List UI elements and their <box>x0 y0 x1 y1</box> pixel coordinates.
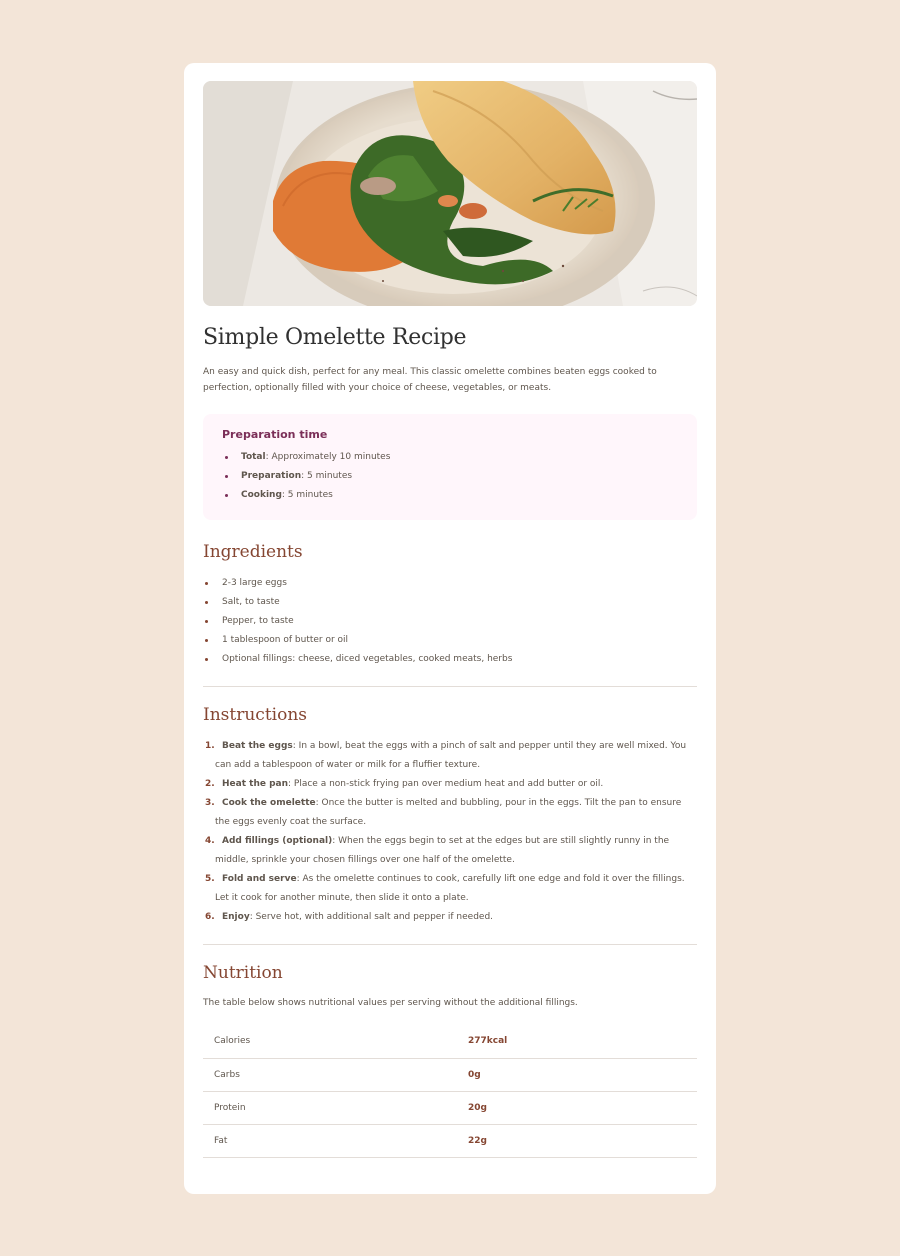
instructions-heading: Instructions <box>203 705 307 725</box>
step-text: : When the eggs begin to set at the edges but are still slightly runny in the middle, sprinkle your chosen fillings over one half of the omelette. <box>215 836 670 865</box>
prep-label: Preparation <box>241 471 302 481</box>
list-item <box>222 467 678 486</box>
list-item <box>222 448 678 467</box>
step-number: 4. <box>205 836 215 846</box>
step-title: Fold and serve <box>222 874 297 884</box>
page-title: Simple Omelette Recipe <box>203 325 467 350</box>
preparation-list <box>222 448 678 505</box>
nutrition-heading: Nutrition <box>203 963 283 983</box>
nutrient-value: 277kcal <box>468 1025 697 1058</box>
recipe-intro: An easy and quick dish, perfect for any meal. This classic omelette combines beaten eggs cooked to perfection, optionally filled with your choice of cheese, vegetables, or meats. <box>203 367 657 393</box>
step-number: 6. <box>205 912 215 922</box>
prep-label: Total <box>241 452 266 462</box>
nutrient-label: Protein <box>203 1091 468 1124</box>
ingredients-list <box>203 574 697 669</box>
step-number: 3. <box>205 798 215 808</box>
instructions-list <box>203 737 697 927</box>
nutrition-section <box>203 963 697 1158</box>
step-text: : Place a non-stick frying pan over medium heat and add butter or oil. <box>288 779 604 789</box>
nutrition-description: The table below shows nutritional values per serving without the additional fillings. <box>203 998 578 1008</box>
nutrient-label: Fat <box>203 1124 468 1157</box>
divider <box>203 944 697 945</box>
list-item <box>203 870 697 908</box>
list-item <box>203 775 697 794</box>
instructions-section <box>203 705 697 927</box>
recipe-card <box>184 63 716 1194</box>
step-title: Beat the eggs <box>222 741 293 751</box>
preparation-heading: Preparation time <box>222 428 328 441</box>
table-row <box>203 1124 697 1157</box>
table-row <box>203 1025 697 1058</box>
table-row <box>203 1058 697 1091</box>
nutrient-value: 0g <box>468 1058 697 1091</box>
table-row <box>203 1091 697 1124</box>
step-title: Enjoy <box>222 912 250 922</box>
list-item <box>203 737 697 775</box>
list-item <box>203 908 697 927</box>
step-number: 2. <box>205 779 215 789</box>
prep-value: : 5 minutes <box>281 490 333 500</box>
list-item <box>203 794 697 832</box>
list-item: 1 tablespoon of butter or oil <box>203 631 697 650</box>
nutrient-value: 20g <box>468 1091 697 1124</box>
list-item: 2-3 large eggs <box>203 574 697 593</box>
step-text: : In a bowl, beat the eggs with a pinch of salt and pepper until they are well mixed. You can add a tablespoon of water or milk for a fluffier texture. <box>215 741 687 770</box>
list-item <box>222 486 678 505</box>
nutrient-label: Carbs <box>203 1058 468 1091</box>
step-text: : As the omelette continues to cook, carefully lift one edge and fold it over the fillings. Let it cook for another minute, then slide it onto a plate. <box>215 874 685 903</box>
ingredients-section <box>203 542 697 669</box>
step-number: 5. <box>205 874 215 884</box>
preparation-time-box <box>203 414 697 520</box>
step-number: 1. <box>205 741 215 751</box>
ingredients-heading: Ingredients <box>203 542 303 562</box>
prep-value: : 5 minutes <box>301 471 353 481</box>
nutrient-label: Calories <box>203 1025 468 1058</box>
nutrient-value: 22g <box>468 1124 697 1157</box>
prep-label: Cooking <box>241 490 282 500</box>
omelette-photo-icon <box>203 81 697 306</box>
list-item: Optional fillings: cheese, diced vegetables, cooked meats, herbs <box>203 650 697 669</box>
divider <box>203 686 697 687</box>
step-text: : Serve hot, with additional salt and pepper if needed. <box>249 912 494 922</box>
nutrition-table <box>203 1025 697 1158</box>
prep-value: : Approximately 10 minutes <box>265 452 391 462</box>
list-item <box>203 832 697 870</box>
step-title: Heat the pan <box>222 779 289 789</box>
step-text: : Once the butter is melted and bubbling, pour in the eggs. Tilt the pan to ensure the eggs evenly coat the surface. <box>215 798 682 827</box>
step-title: Cook the omelette <box>222 798 316 808</box>
list-item: Salt, to taste <box>203 593 697 612</box>
step-title: Add fillings (optional) <box>222 836 333 846</box>
list-item: Pepper, to taste <box>203 612 697 631</box>
